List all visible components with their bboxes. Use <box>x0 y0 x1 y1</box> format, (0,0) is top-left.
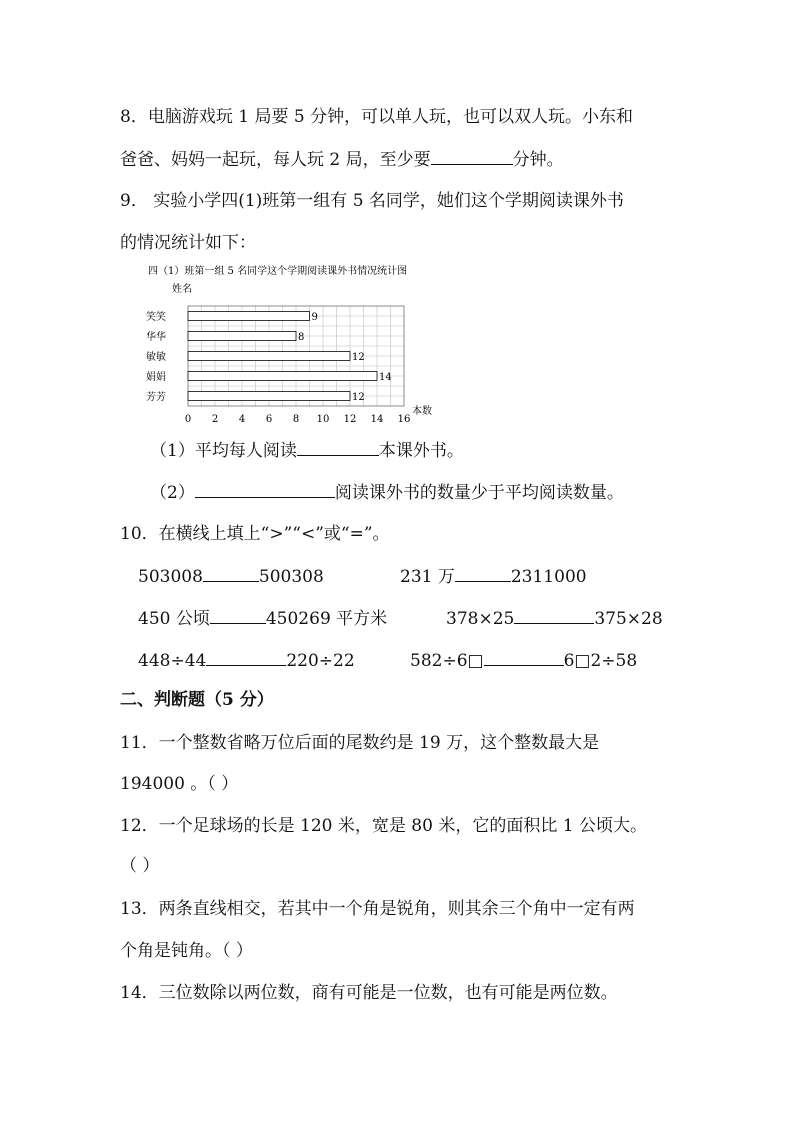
q10-3a-right: 220÷22 <box>286 651 355 671</box>
q8-line2-end: 分钟。 <box>512 150 564 170</box>
category-label: 芳芳 <box>146 392 166 403</box>
reading-bar-chart <box>140 262 440 422</box>
q9-sub1-end: 本课外书。 <box>378 441 464 461</box>
q10-1b-blank[interactable] <box>455 565 511 582</box>
bar <box>188 352 350 361</box>
bar-value-label: 14 <box>379 372 392 383</box>
bar <box>188 372 377 381</box>
q9-line2: 的情况统计如下： <box>120 233 256 253</box>
x-tick-label: 16 <box>397 414 411 422</box>
q8-line2 <box>120 148 564 171</box>
q10-row2-left <box>138 607 387 630</box>
q10-2b-left: 378×25 <box>446 609 515 629</box>
q11-line2: 194000 。（ ） <box>120 774 239 794</box>
q13-line2: 个角是钝角。（ ） <box>120 941 253 961</box>
bar-value-label: 9 <box>311 312 318 323</box>
chart-x-ticks <box>185 414 411 422</box>
q10-2a-left: 450 公顷 <box>138 609 210 629</box>
q12-line1: 12．一个足球场的长是 120 米，宽是 80 米，它的面积比 1 公顷大。 <box>120 816 647 836</box>
bar-value-label: 12 <box>352 352 365 363</box>
q10-row1-right <box>400 565 587 588</box>
q10-2a-right: 450269 平方米 <box>265 609 388 629</box>
bar <box>188 312 310 321</box>
chart-y-label: 姓名 <box>172 284 192 295</box>
x-tick-label: 6 <box>265 414 273 422</box>
q10-3b-left: 582÷6□ <box>410 651 484 671</box>
q10-row2-right <box>446 607 663 630</box>
section2-title: 二、判断题（5 分） <box>120 690 274 710</box>
q10-2b-right: 375×28 <box>594 609 663 629</box>
bar <box>188 392 350 401</box>
q10-1b-left: 231 万 <box>400 567 455 587</box>
q13-line1: 13．两条直线相交，若其中一个角是锐角，则其余三个角中一定有两 <box>120 899 635 919</box>
q9-sub1-text: （1）平均每人阅读 <box>150 441 297 461</box>
q10-3b-right: 6□2÷58 <box>563 651 638 671</box>
x-tick-label: 12 <box>343 414 357 422</box>
q11-line1: 11．一个整数省略万位后面的尾数约是 19 万，这个整数最大是 <box>120 733 600 753</box>
q10-1a-blank[interactable] <box>203 565 259 582</box>
q10-3b-blank[interactable] <box>484 649 564 666</box>
category-label: 娟娟 <box>146 372 166 383</box>
q9-sub1-blank[interactable] <box>297 439 379 456</box>
category-label: 华华 <box>146 332 166 343</box>
q10-3a-blank[interactable] <box>206 649 286 666</box>
q8-answer-blank[interactable] <box>431 148 513 165</box>
q10-row3-right <box>410 649 637 672</box>
q10-row1-left <box>138 565 324 588</box>
chart-x-label: 本数 <box>412 406 432 417</box>
q9-sub2-text: （2） <box>150 483 195 503</box>
q10-2a-blank[interactable] <box>210 607 266 624</box>
q10-1a-right: 500308 <box>258 567 324 587</box>
q10-2b-blank[interactable] <box>514 607 594 624</box>
q10-row3-left <box>138 649 355 672</box>
bar-value-label: 12 <box>352 392 365 403</box>
q9-sub2-end: 阅读课外书的数量少于平均阅读数量。 <box>334 483 624 503</box>
q10-1b-right: 2311000 <box>510 567 587 587</box>
bar-value-label: 8 <box>298 332 305 343</box>
q9-sub2 <box>150 481 624 504</box>
category-label: 敏敏 <box>146 352 166 363</box>
x-tick-label: 0 <box>184 414 192 422</box>
q12-line2: （ ） <box>120 856 160 876</box>
q9-sub2-blank[interactable] <box>195 481 335 498</box>
q9-line1: 9． 实验小学四(1)班第一组有 5 名同学，她们这个学期阅读课外书 <box>120 191 624 211</box>
q14-line1: 14．三位数除以两位数，商有可能是一位数，也有可能是两位数。 <box>120 983 618 1003</box>
x-tick-label: 8 <box>292 414 300 422</box>
x-tick-label: 14 <box>370 414 384 422</box>
x-tick-label: 2 <box>211 414 219 422</box>
x-tick-label: 10 <box>316 414 330 422</box>
chart-title: 四（1）班第一组 5 名同学这个学期阅读课外书情况统计图 <box>148 266 408 277</box>
q10-3a-left: 448÷44 <box>138 651 207 671</box>
category-label: 笑笑 <box>146 312 166 323</box>
bar <box>188 332 296 341</box>
x-tick-label: 4 <box>238 414 246 422</box>
q10-1a-left: 503008 <box>138 567 203 587</box>
q8-line1: 8．电脑游戏玩 1 局要 5 分钟，可以单人玩，也可以双人玩。小东和 <box>120 107 634 127</box>
q10-title: 10．在横线上填上“>”“<”或“=”。 <box>120 524 390 544</box>
q8-line2-text: 爸爸、妈妈一起玩，每人玩 2 局，至少要 <box>120 150 431 170</box>
q9-sub1 <box>150 439 464 462</box>
